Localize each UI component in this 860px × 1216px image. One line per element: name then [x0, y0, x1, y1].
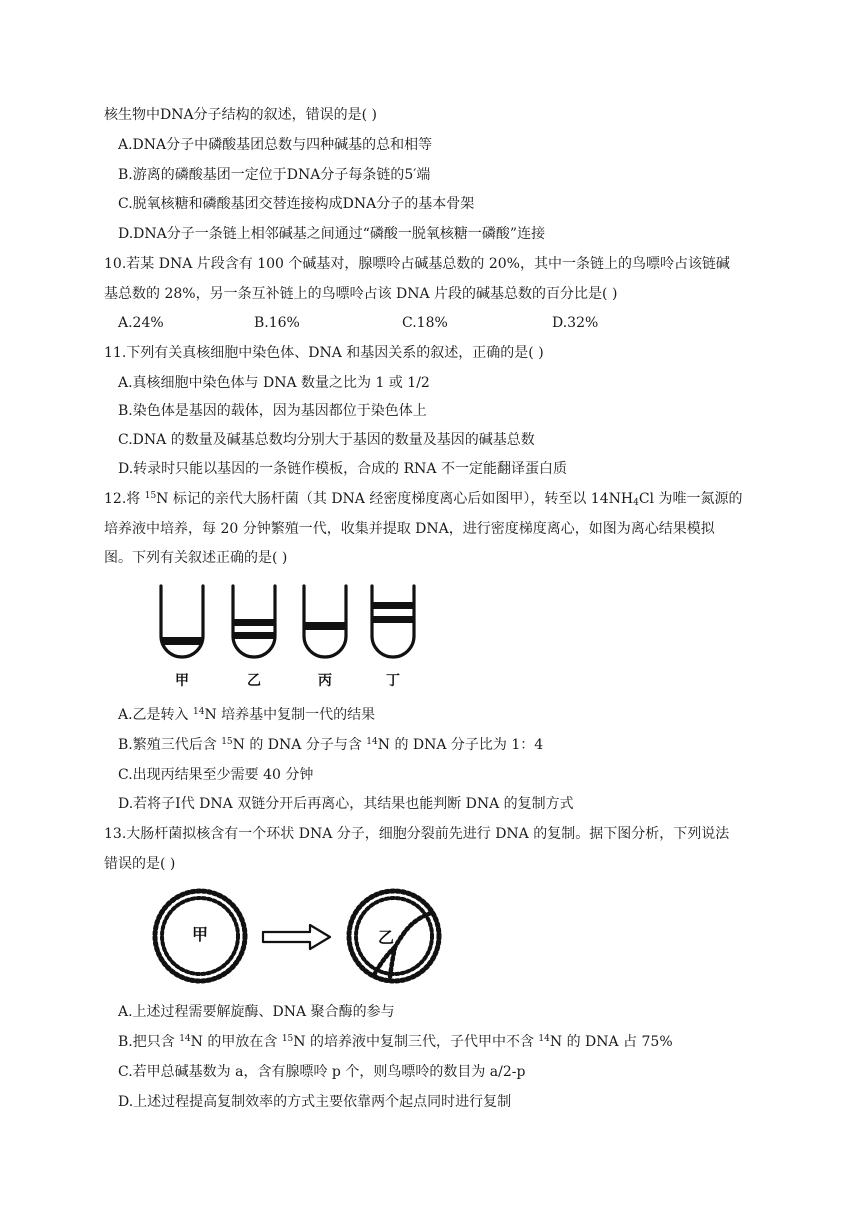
q13-optB-sup3: 14 — [538, 1034, 550, 1044]
q13-option-c: C.若甲总碱基数为 a，含有腺嘌呤 p 个，则鸟嘌呤的数目为 a/2-p — [118, 1064, 526, 1080]
q9-option-d: D.DNA分子一条链上相邻碱基之间通过“磷酸一脱氧核糖一磷酸”连接 — [118, 226, 546, 242]
q12-l1-sup: 15 — [144, 491, 157, 501]
q12-optB-c: N 的 DNA 分子比为 1：4 — [377, 737, 544, 753]
q12-option-c: C.出现丙结果至少需要 40 分钟 — [118, 767, 314, 783]
q12-l1-a: 12.将 — [104, 491, 145, 507]
q11-stem: 11.下列有关真核细胞中染色体、DNA 和基因关系的叙述，正确的是( ) — [104, 345, 544, 361]
band-yi-upper — [234, 619, 274, 626]
q9-option-c: C.脱氧核糖和磷酸基团交替连接构成DNA分子的基本骨架 — [118, 196, 475, 212]
band-ding-upper — [373, 602, 413, 609]
q13-optB-sup2: 15 — [281, 1034, 294, 1044]
q12-optB-b: N 的 DNA 分子与含 — [232, 737, 367, 753]
q9-option-b: B.游离的磷酸基团一定位于DNA分子每条链的5′端 — [118, 167, 431, 183]
tube-bing — [304, 586, 346, 657]
q11-option-b: B.染色体是基因的载体，因为基因都位于染色体上 — [118, 403, 427, 419]
band-ding-lower — [373, 616, 413, 623]
q10-option-c: C.18% — [402, 315, 448, 331]
q13-option-b — [118, 1033, 673, 1051]
centrifuge-tubes-figure — [150, 582, 420, 694]
q13-stem-line2: 错误的是( ) — [104, 856, 176, 872]
q10-option-b: B.16% — [254, 315, 300, 331]
q13-optB-d: N 的 DNA 占 75% — [549, 1034, 673, 1050]
q13-option-a: A.上述过程需要解旋酶、DNA 聚合酶的参与 — [118, 1004, 395, 1020]
tube-label-bing: 丙 — [318, 673, 332, 689]
q10-option-d: D.32% — [552, 315, 599, 331]
q9-option-a: A.DNA分子中磷酸基团总数与四种碱基的总和相等 — [118, 137, 433, 153]
band-bing-middle — [305, 622, 345, 630]
q10-stem-line2: 基总数的 28%，另一条互补链上的鸟嘌呤占该 DNA 片段的碱基总数的百分比是( ) — [104, 286, 618, 302]
tube-jia — [161, 586, 203, 657]
q12-optB-a: B.繁殖三代后含 — [118, 737, 222, 753]
q12-optA-sup: 14 — [193, 707, 205, 717]
replication-bubble-upper — [395, 913, 431, 947]
circular-dna-replication-figure — [148, 887, 458, 987]
q11-option-a: A.真核细胞中染色体与 DNA 数量之比为 1 或 1/2 — [118, 375, 430, 391]
q12-option-d: D.若将子Ⅰ代 DNA 双链分开后再离心，其结果也能判断 DNA 的复制方式 — [118, 796, 574, 812]
q13-option-d: D.上述过程提高复制效率的方式主要依靠两个起点同时进行复制 — [118, 1094, 512, 1110]
q10-stem-line1: 10.若某 DNA 片段含有 100 个碱基对，腺嘌呤占碱基总数的 20%，其中一条链上的鸟嘌呤占该链碱 — [104, 256, 730, 272]
q12-stem-line2: 培养液中培养，每 20 分钟繁殖一代，收集并提取 DNA，进行密度梯度离心，如图为离心结果模拟 — [104, 521, 715, 537]
q10-option-a: A.24% — [118, 315, 164, 331]
q12-optA-b: N 培养基中复制一代的结果 — [204, 707, 376, 723]
circle-label-jia: 甲 — [191, 925, 209, 944]
tube-label-ding: 丁 — [386, 673, 400, 689]
q12-l1-sub: 4 — [633, 498, 639, 508]
q13-optB-sup1: 14 — [179, 1034, 191, 1044]
q12-l1-c: Cl 为唯一氮源的 — [638, 491, 743, 507]
band-jia-heavy — [162, 637, 202, 645]
q13-stem-line1: 13.大肠杆菌拟核含有一个环状 DNA 分子，细胞分裂前先进行 DNA 的复制。据下图分析，下列说法 — [104, 826, 730, 842]
q13-optB-c: N 的培养液中复制三代，子代甲中不含 — [293, 1034, 539, 1050]
q12-optB-sup1: 15 — [221, 737, 233, 747]
q12-optA-a: A.乙是转入 — [118, 707, 194, 723]
circle-label-yi: 乙 — [377, 928, 395, 947]
q12-stem-line1 — [104, 490, 742, 508]
q11-option-c: C.DNA 的数量及碱基总数均分别大于基因的数量及基因的碱基总数 — [118, 432, 535, 448]
q12-option-a — [118, 706, 375, 724]
band-yi-lower — [234, 632, 274, 639]
q9-stem: 核生物中DNA分子结构的叙述，错误的是( ) — [104, 107, 377, 123]
q11-option-d: D.转录时只能以基因的一条链作模板，合成的 RNA 不一定能翻译蛋白质 — [118, 461, 567, 477]
q12-optB-sup2: 14 — [366, 737, 378, 747]
tube-label-yi: 乙 — [247, 673, 261, 689]
right-arrow-icon — [263, 925, 330, 949]
q13-optB-b: N 的甲放在含 — [190, 1034, 282, 1050]
tube-label-jia: 甲 — [175, 673, 189, 689]
q13-optB-a: B.把只含 — [118, 1034, 180, 1050]
q12-l1-b: N 标记的亲代大肠杆菌（其 DNA 经密度梯度离心后如图甲），转至以 14NH — [156, 491, 634, 507]
q12-stem-line3: 图。下列有关叙述正确的是( ) — [104, 550, 288, 566]
q12-option-b — [118, 736, 543, 754]
